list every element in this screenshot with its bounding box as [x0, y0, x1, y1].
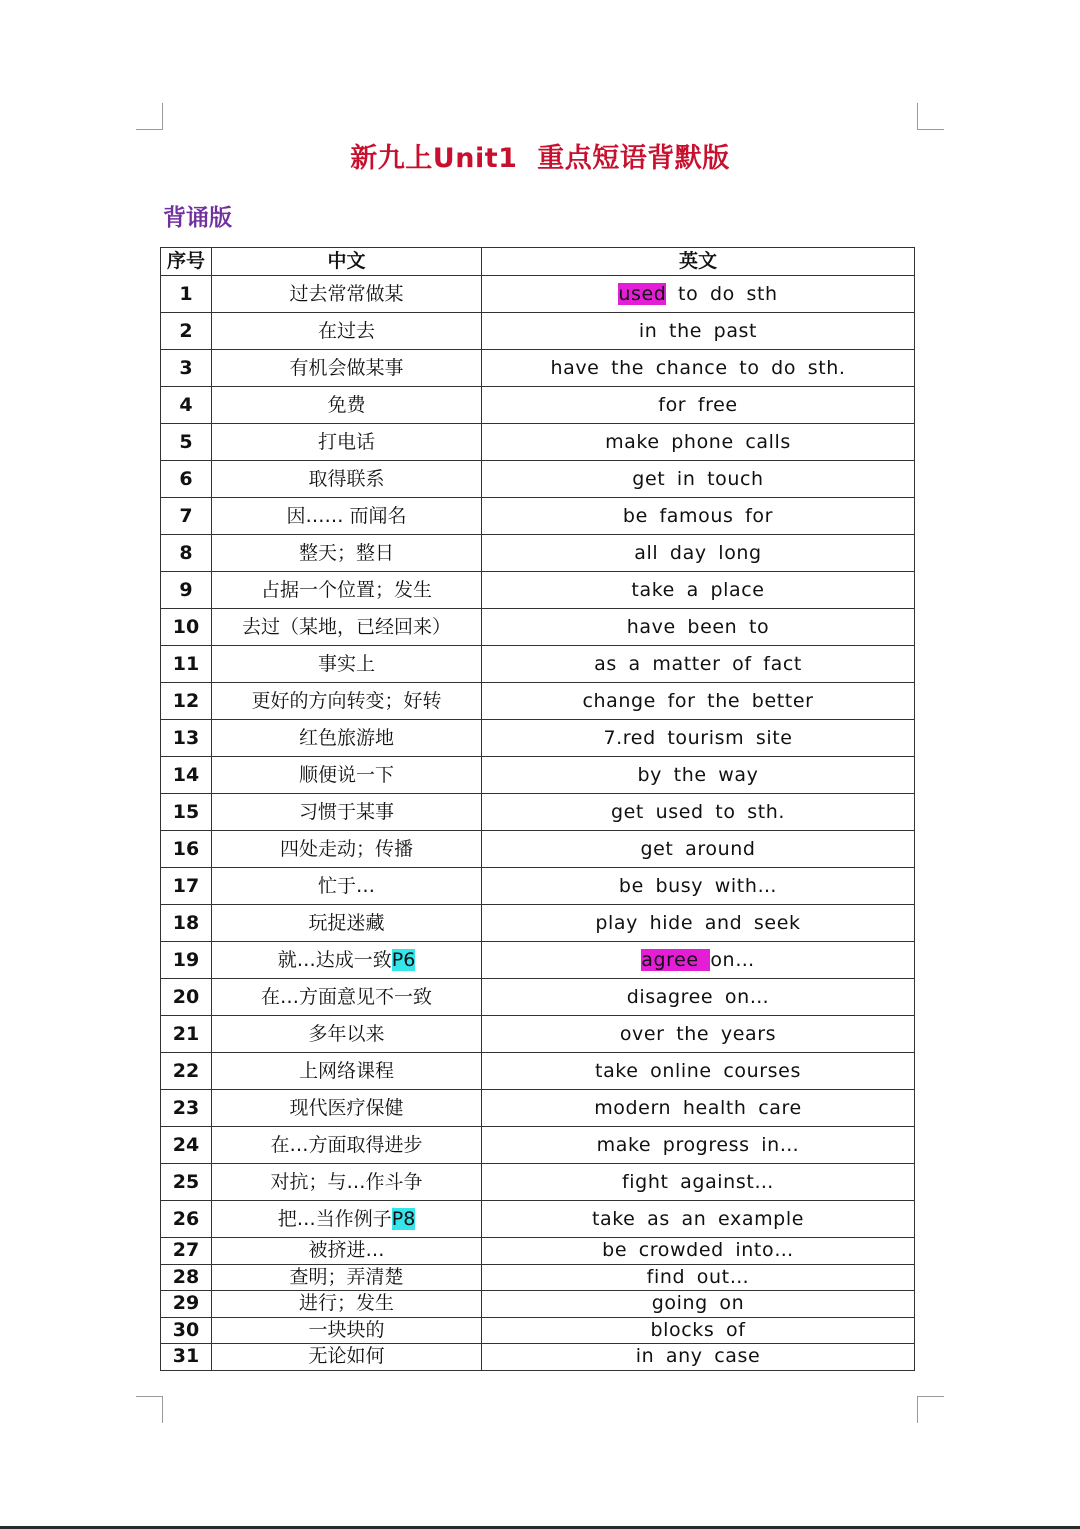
cell-text: find out… — [646, 1265, 750, 1288]
table-row — [161, 979, 915, 1016]
chinese-cell — [212, 720, 482, 757]
table-row — [161, 794, 915, 831]
header-chinese: 中文 — [212, 248, 482, 276]
row-number: 20 — [161, 979, 212, 1016]
cell-text: 过去常常做某 — [289, 282, 404, 305]
table-row — [161, 905, 915, 942]
table-row — [161, 942, 915, 979]
table-row — [161, 1264, 915, 1291]
chinese-cell — [212, 1264, 482, 1291]
cell-text: take a place — [631, 578, 765, 601]
english-cell — [482, 683, 915, 720]
highlighted-text: P6 — [391, 948, 416, 971]
cell-text: 玩捉迷藏 — [308, 911, 385, 934]
chinese-cell — [212, 535, 482, 572]
chinese-cell — [212, 313, 482, 350]
english-cell — [482, 276, 915, 313]
table-row — [161, 350, 915, 387]
row-number: 14 — [161, 757, 212, 794]
cell-text: make phone calls — [605, 430, 791, 453]
english-cell — [482, 905, 915, 942]
table-row — [161, 498, 915, 535]
chinese-cell — [212, 1344, 482, 1371]
chinese-cell — [212, 461, 482, 498]
english-cell — [482, 720, 915, 757]
table-header-row — [161, 248, 915, 276]
chinese-cell — [212, 646, 482, 683]
cell-text: 上网络课程 — [298, 1059, 394, 1082]
english-cell — [482, 1201, 915, 1238]
row-number: 12 — [161, 683, 212, 720]
cell-text: 忙于… — [317, 874, 375, 897]
row-number: 22 — [161, 1053, 212, 1090]
chinese-cell — [212, 350, 482, 387]
table-row — [161, 1344, 915, 1371]
row-number: 17 — [161, 868, 212, 905]
cell-text: 免费 — [327, 393, 366, 416]
cell-text: be busy with… — [618, 874, 778, 897]
table-row — [161, 1016, 915, 1053]
cell-text: be famous for — [622, 504, 774, 527]
cell-text: 就…达成一致 — [277, 948, 392, 971]
table-row — [161, 572, 915, 609]
row-number: 4 — [161, 387, 212, 424]
english-cell — [482, 1344, 915, 1371]
table-row — [161, 1164, 915, 1201]
table-body — [161, 276, 915, 1371]
english-cell — [482, 942, 915, 979]
cell-text: 取得联系 — [308, 467, 385, 490]
cell-text: 四处走动；传播 — [279, 837, 413, 860]
row-number: 7 — [161, 498, 212, 535]
chinese-cell — [212, 1127, 482, 1164]
cell-text: 对抗；与…作斗争 — [270, 1170, 423, 1193]
cell-text: 现代医疗保健 — [289, 1096, 404, 1119]
row-number: 10 — [161, 609, 212, 646]
cell-text: 因…… 而闻名 — [286, 504, 407, 527]
chinese-cell — [212, 498, 482, 535]
document-title: 新九上Unit1 重点短语背默版 — [350, 143, 730, 174]
crop-mark-bottom-left — [136, 1396, 163, 1423]
cell-text: 把…当作例子 — [277, 1207, 392, 1230]
english-cell — [482, 1090, 915, 1127]
chinese-cell — [212, 757, 482, 794]
chinese-cell — [212, 979, 482, 1016]
cell-text: 整天；整日 — [298, 541, 394, 564]
row-number: 19 — [161, 942, 212, 979]
cell-text: 有机会做某事 — [289, 356, 404, 379]
row-number: 30 — [161, 1317, 212, 1344]
english-cell — [482, 1053, 915, 1090]
cell-text: 查明；弄清楚 — [289, 1265, 404, 1288]
section-heading: 背诵版 — [163, 205, 232, 231]
phrase-table — [160, 247, 915, 1371]
english-cell — [482, 1238, 915, 1265]
cell-text: 被挤进… — [308, 1239, 385, 1262]
row-number: 5 — [161, 424, 212, 461]
row-number: 25 — [161, 1164, 212, 1201]
row-number: 23 — [161, 1090, 212, 1127]
cell-text: going on — [651, 1292, 745, 1315]
cell-text: over the years — [619, 1022, 777, 1045]
english-cell — [482, 979, 915, 1016]
english-cell — [482, 461, 915, 498]
cell-text: get used to sth. — [610, 800, 786, 823]
table-row — [161, 646, 915, 683]
row-number: 15 — [161, 794, 212, 831]
table-row — [161, 313, 915, 350]
table-row — [161, 868, 915, 905]
english-cell — [482, 609, 915, 646]
row-number: 2 — [161, 313, 212, 350]
cell-text: change for the better — [582, 689, 814, 712]
row-number: 9 — [161, 572, 212, 609]
table-row — [161, 535, 915, 572]
english-cell — [482, 313, 915, 350]
cell-text: on… — [710, 948, 755, 971]
cell-text: 更好的方向转变；好转 — [251, 689, 442, 712]
chinese-cell — [212, 572, 482, 609]
cell-text: in any case — [635, 1345, 761, 1368]
cell-text: fight against… — [622, 1170, 774, 1193]
cell-text: as a matter of fact — [594, 652, 802, 675]
cell-text: by the way — [637, 763, 759, 786]
english-cell — [482, 757, 915, 794]
cell-text: in the past — [638, 319, 758, 342]
cell-text: for free — [658, 393, 738, 416]
english-cell — [482, 646, 915, 683]
highlighted-text: P8 — [391, 1207, 416, 1230]
cell-text: blocks of — [650, 1318, 746, 1341]
cell-text: get in touch — [632, 467, 764, 490]
table-row — [161, 757, 915, 794]
table-row — [161, 461, 915, 498]
english-cell — [482, 1317, 915, 1344]
english-cell — [482, 498, 915, 535]
table-row — [161, 831, 915, 868]
cell-text: be crowded into… — [602, 1239, 794, 1262]
cell-text: have the chance to do sth. — [550, 356, 846, 379]
row-number: 24 — [161, 1127, 212, 1164]
chinese-cell — [212, 609, 482, 646]
highlighted-text: used — [618, 282, 667, 305]
cell-text: take online courses — [595, 1059, 801, 1082]
cell-text: 7.red tourism site — [603, 726, 793, 749]
cell-text: 习惯于某事 — [298, 800, 394, 823]
table-row — [161, 1238, 915, 1265]
cell-text: 一块块的 — [308, 1318, 385, 1341]
row-number: 3 — [161, 350, 212, 387]
table-row — [161, 1053, 915, 1090]
row-number: 8 — [161, 535, 212, 572]
english-cell — [482, 572, 915, 609]
row-number: 13 — [161, 720, 212, 757]
table-row — [161, 1201, 915, 1238]
cell-text: take as an example — [591, 1207, 805, 1230]
english-cell — [482, 1127, 915, 1164]
cell-text: to do sth — [666, 282, 778, 305]
chinese-cell — [212, 1291, 482, 1318]
cell-text: play hide and seek — [595, 911, 801, 934]
cell-text: get around — [640, 837, 756, 860]
row-number: 31 — [161, 1344, 212, 1371]
row-number: 29 — [161, 1291, 212, 1318]
english-cell — [482, 1164, 915, 1201]
chinese-cell — [212, 1164, 482, 1201]
header-number: 序号 — [161, 248, 212, 276]
chinese-cell — [212, 1317, 482, 1344]
row-number: 21 — [161, 1016, 212, 1053]
table-row — [161, 609, 915, 646]
english-cell — [482, 424, 915, 461]
cell-text: 在…方面意见不一致 — [260, 985, 432, 1008]
chinese-cell — [212, 387, 482, 424]
cell-text: 事实上 — [317, 652, 375, 675]
table-row — [161, 1291, 915, 1318]
table-row — [161, 276, 915, 313]
cell-text: 在…方面取得进步 — [270, 1133, 423, 1156]
chinese-cell — [212, 1053, 482, 1090]
chinese-cell — [212, 424, 482, 461]
table-row — [161, 720, 915, 757]
cell-text: 顺便说一下 — [298, 763, 394, 786]
table-row — [161, 683, 915, 720]
chinese-cell — [212, 1016, 482, 1053]
chinese-cell — [212, 942, 482, 979]
row-number: 18 — [161, 905, 212, 942]
cell-text: disagree on… — [626, 985, 770, 1008]
cell-text: make progress in… — [596, 1133, 800, 1156]
crop-mark-bottom-right — [917, 1396, 944, 1423]
cell-text: all day long — [634, 541, 762, 564]
row-number: 11 — [161, 646, 212, 683]
table-row — [161, 1127, 915, 1164]
header-english: 英文 — [482, 248, 915, 276]
chinese-cell — [212, 683, 482, 720]
cell-text: modern health care — [594, 1096, 802, 1119]
crop-mark-top-left — [136, 103, 163, 130]
english-cell — [482, 794, 915, 831]
chinese-cell — [212, 831, 482, 868]
chinese-cell — [212, 905, 482, 942]
english-cell — [482, 1291, 915, 1318]
cell-text: 在过去 — [317, 319, 375, 342]
chinese-cell — [212, 1201, 482, 1238]
cell-text: 无论如何 — [308, 1345, 385, 1368]
english-cell — [482, 535, 915, 572]
chinese-cell — [212, 1238, 482, 1265]
chinese-cell — [212, 1090, 482, 1127]
english-cell — [482, 350, 915, 387]
chinese-cell — [212, 276, 482, 313]
chinese-cell — [212, 868, 482, 905]
english-cell — [482, 1264, 915, 1291]
row-number: 28 — [161, 1264, 212, 1291]
highlighted-text: agree — [641, 948, 711, 971]
crop-mark-top-right — [917, 103, 944, 130]
english-cell — [482, 831, 915, 868]
cell-text: have been to — [626, 615, 770, 638]
row-number: 6 — [161, 461, 212, 498]
cell-text: 进行；发生 — [298, 1292, 394, 1315]
row-number: 26 — [161, 1201, 212, 1238]
chinese-cell — [212, 794, 482, 831]
table-row — [161, 424, 915, 461]
table-row — [161, 1317, 915, 1344]
row-number: 1 — [161, 276, 212, 313]
english-cell — [482, 868, 915, 905]
english-cell — [482, 387, 915, 424]
table-row — [161, 387, 915, 424]
row-number: 16 — [161, 831, 212, 868]
cell-text: 打电话 — [317, 430, 375, 453]
cell-text: 红色旅游地 — [298, 726, 394, 749]
table-row — [161, 1090, 915, 1127]
cell-text: 多年以来 — [308, 1022, 385, 1045]
cell-text: 去过（某地，已经回来） — [241, 615, 451, 638]
cell-text: 占据一个位置；发生 — [260, 578, 432, 601]
english-cell — [482, 1016, 915, 1053]
row-number: 27 — [161, 1238, 212, 1265]
